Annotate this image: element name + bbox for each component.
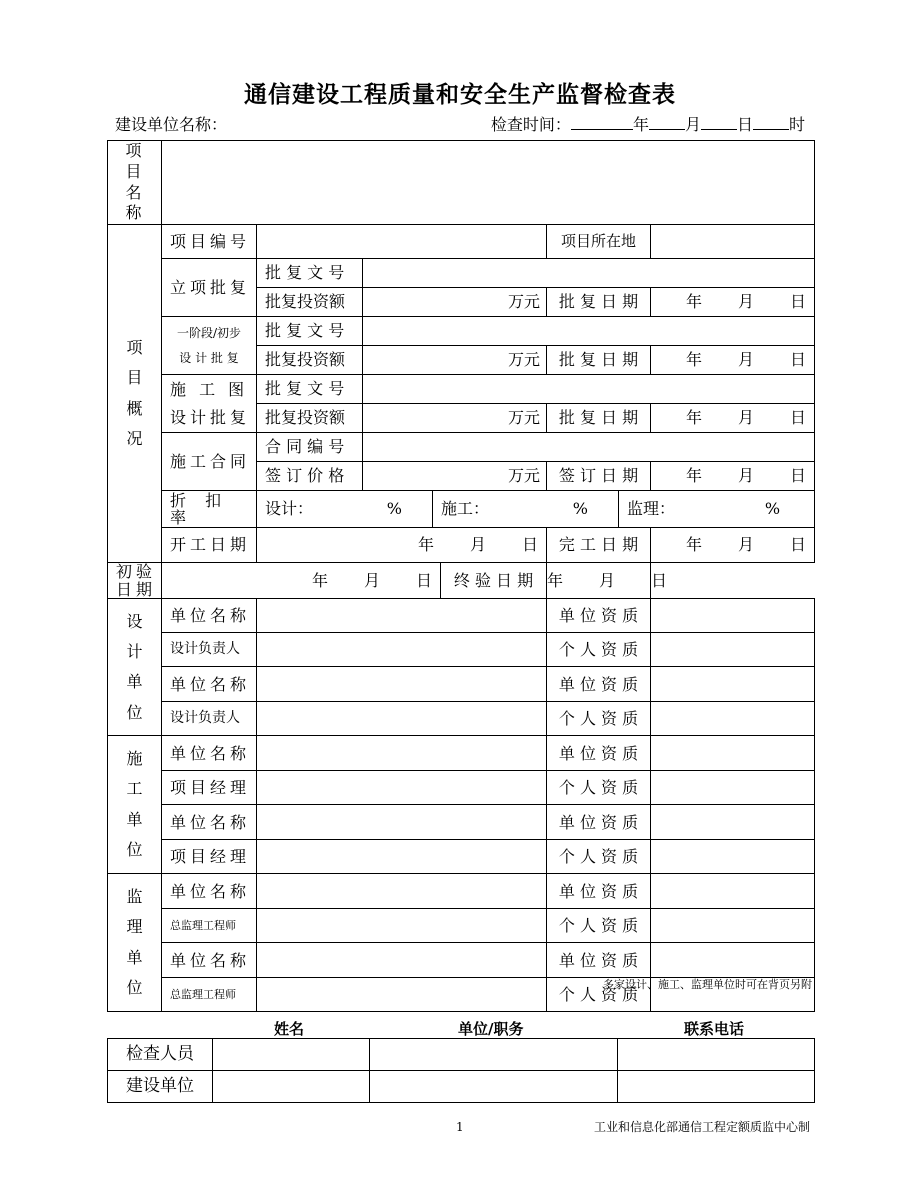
construction-unit-qual-value[interactable] [651,736,815,771]
design-unit-name-label: 单位名称 [162,599,257,633]
inspection-table [107,140,815,1012]
contract-no-value[interactable] [363,433,815,462]
discount-construction-cell[interactable]: 施工： % [433,491,619,527]
supervision-unit-name-label: 单位名称 [162,874,257,909]
approval-investment-value[interactable] [363,288,547,317]
sign-date-value[interactable]: 年 月 日 [651,462,815,491]
builder-label: 建设单位 [108,1071,213,1103]
construction-unit-qual-value-2[interactable] [651,805,815,840]
footer-org: 工业和信息化部通信工程定额质监中心制 [593,1120,810,1134]
design-unit-name-value-2[interactable] [257,667,547,702]
phase-date-value[interactable]: 年 月 日 [651,346,815,375]
final-check-value[interactable]: 年 月 日 [547,563,651,599]
construction-drawing-label: 施 工 图 设计批复 [162,375,257,433]
design-unit-qual-label: 单 位 资 质 [547,599,651,633]
chief-supervisor-label: 总监理工程师 [162,909,257,943]
chief-supervisor-label-2: 总监理工程师 [162,978,257,1012]
approval-label: 立项批复 [162,259,257,317]
check-time [491,112,805,135]
phase-doc-value[interactable] [363,317,815,346]
contract-label: 施工合同 [162,433,257,491]
design-unit-qual-value[interactable] [651,599,815,633]
approval-doc-label: 批 复 文 号 [257,259,363,288]
col-unit-header: 单位/职务 [458,1020,524,1038]
design-personal-qual-value[interactable] [651,633,815,667]
builder-phone[interactable] [618,1071,815,1103]
supervision-personal-qual-label-2: 个 人 资 质 [547,978,651,1012]
design-unit-qual-label-2: 单 位 资 质 [547,667,651,702]
approval-date-label: 批 复 日 期 [547,288,651,317]
page-number: 1 [456,1120,464,1134]
unit-name-label: 建设单位名称： [115,115,228,134]
project-location-label: 项目所在地 [547,225,651,259]
project-no-value[interactable] [257,225,547,259]
approval-investment-label: 批复投资额 [257,288,363,317]
final-check-label: 终 验 日 期 [441,563,547,599]
design-leader-value[interactable] [257,633,547,667]
drawing-date-label: 批 复 日 期 [547,404,651,433]
col-phone-header: 联系电话 [684,1020,745,1038]
design-personal-qual-label: 个 人 资 质 [547,633,651,667]
builder-name[interactable] [213,1071,370,1103]
supervision-personal-qual-label: 个 人 资 质 [547,909,651,943]
design-unit-name-label-2: 单位名称 [162,667,257,702]
initial-check-value[interactable]: 年 月 日 [162,563,441,599]
sign-price-label: 签 订 价 格 [257,462,363,491]
phase-investment-value[interactable]: 万元 [363,346,547,375]
project-manager-value-2[interactable] [257,840,547,874]
finish-date-label: 完 工 日 期 [547,528,651,563]
design-personal-qual-label-2: 个 人 资 质 [547,702,651,736]
discount-label: 折 扣 率 [162,491,257,528]
project-manager-value[interactable] [257,771,547,805]
approval-date-value[interactable]: 年 月 日 [651,288,815,317]
supervision-unit-label: 监 理 单 位 [108,874,162,1012]
project-location-value[interactable] [651,225,815,259]
construction-unit-name-label: 单位名称 [162,736,257,771]
construction-unit-label: 施 工 单 位 [108,736,162,874]
col-name-header: 姓名 [274,1020,305,1038]
month-label: 月 [684,115,701,134]
project-manager-label: 项目经理 [162,771,257,805]
construction-personal-qual-label: 个 人 资 质 [547,771,651,805]
drawing-investment-value[interactable]: 万元 [363,404,547,433]
builder-unit[interactable] [370,1071,618,1103]
approval-doc-value[interactable] [363,259,815,288]
year-label: 年 [632,115,649,134]
project-manager-label-2: 项目经理 [162,840,257,874]
hour-blank[interactable] [753,113,789,130]
supervision-unit-qual-label: 单 位 资 质 [547,874,651,909]
supervision-unit-qual-value[interactable] [651,874,815,909]
construction-personal-qual-label-2: 个 人 资 质 [547,840,651,874]
contract-no-label: 合 同 编 号 [257,433,363,462]
construction-unit-name-value-2[interactable] [257,805,547,840]
drawing-date-value[interactable]: 年 月 日 [651,404,815,433]
wan-yuan-unit: 万元 [507,292,540,312]
inspector-unit[interactable] [370,1039,618,1071]
header-line [115,112,815,134]
sign-price-value[interactable]: 万元 [363,462,547,491]
design-personal-qual-value-2[interactable] [651,702,815,736]
discount-design-cell[interactable]: 设计： % [257,491,433,527]
design-unit-label: 设 计 单 位 [108,599,162,736]
start-date-label: 开工日期 [162,528,257,563]
project-name-label: 项目名称 [108,141,162,225]
people-table [107,1038,815,1103]
inspector-name[interactable] [213,1039,370,1071]
drawing-investment-label: 批复投资额 [257,404,363,433]
day-blank[interactable] [701,113,737,130]
sign-date-label: 签 订 日 期 [547,462,651,491]
project-name-value[interactable] [162,141,815,225]
construction-personal-qual-value[interactable] [651,771,815,805]
discount-values [257,491,815,528]
check-time-label: 检查时间： [490,115,571,134]
design-unit-qual-value-2[interactable] [651,667,815,702]
drawing-doc-label: 批 复 文 号 [257,375,363,404]
discount-supervision-cell[interactable]: 监理： % [627,499,781,519]
phase-design-label: 一阶段/初步 设 计 批 复 [162,317,257,375]
phase-doc-label: 批 复 文 号 [257,317,363,346]
construction-unit-name-label-2: 单位名称 [162,805,257,840]
day-label: 日 [736,115,753,134]
design-leader-label: 设计负责人 [162,633,257,667]
inspector-phone[interactable] [618,1039,815,1071]
phase-date-label: 批 复 日 期 [547,346,651,375]
construction-personal-qual-value-2[interactable] [651,840,815,874]
construction-unit-qual-label: 单 位 资 质 [547,736,651,771]
inspector-label: 检查人员 [108,1039,213,1071]
chief-supervisor-value-2[interactable] [257,978,547,1012]
initial-check-label: 初验日期 [108,563,162,599]
design-unit-name-value[interactable] [257,599,547,633]
supervision-unit-name-value-2[interactable] [257,943,547,978]
supervision-unit-name-value[interactable] [257,874,547,909]
month-blank[interactable] [649,113,685,130]
supervision-unit-name-label-2: 单位名称 [162,943,257,978]
start-date-value[interactable]: 年 月 日 [257,528,547,563]
overview-label: 项 目 概 况 [108,225,162,563]
chief-supervisor-value[interactable] [257,909,547,943]
finish-date-value[interactable]: 年 月 日 [651,528,815,563]
supervision-unit-qual-value-2[interactable] [651,943,815,978]
supervision-personal-qual-value[interactable] [651,909,815,943]
year-blank[interactable] [571,113,633,130]
construction-unit-name-value[interactable] [257,736,547,771]
supervision-unit-qual-label-2: 单 位 资 质 [547,943,651,978]
construction-unit-qual-label-2: 单 位 资 质 [547,805,651,840]
page-title: 通信建设工程质量和安全生产监督检查表 [244,81,676,108]
hour-label: 时 [788,115,805,134]
design-leader-label-2: 设计负责人 [162,702,257,736]
phase-investment-label: 批复投资额 [257,346,363,375]
drawing-doc-value[interactable] [363,375,815,404]
attachment-note: 多家设计、施工、监理单位时可在背页另附 [603,978,812,991]
project-no-label: 项目编号 [162,225,257,259]
design-leader-value-2[interactable] [257,702,547,736]
